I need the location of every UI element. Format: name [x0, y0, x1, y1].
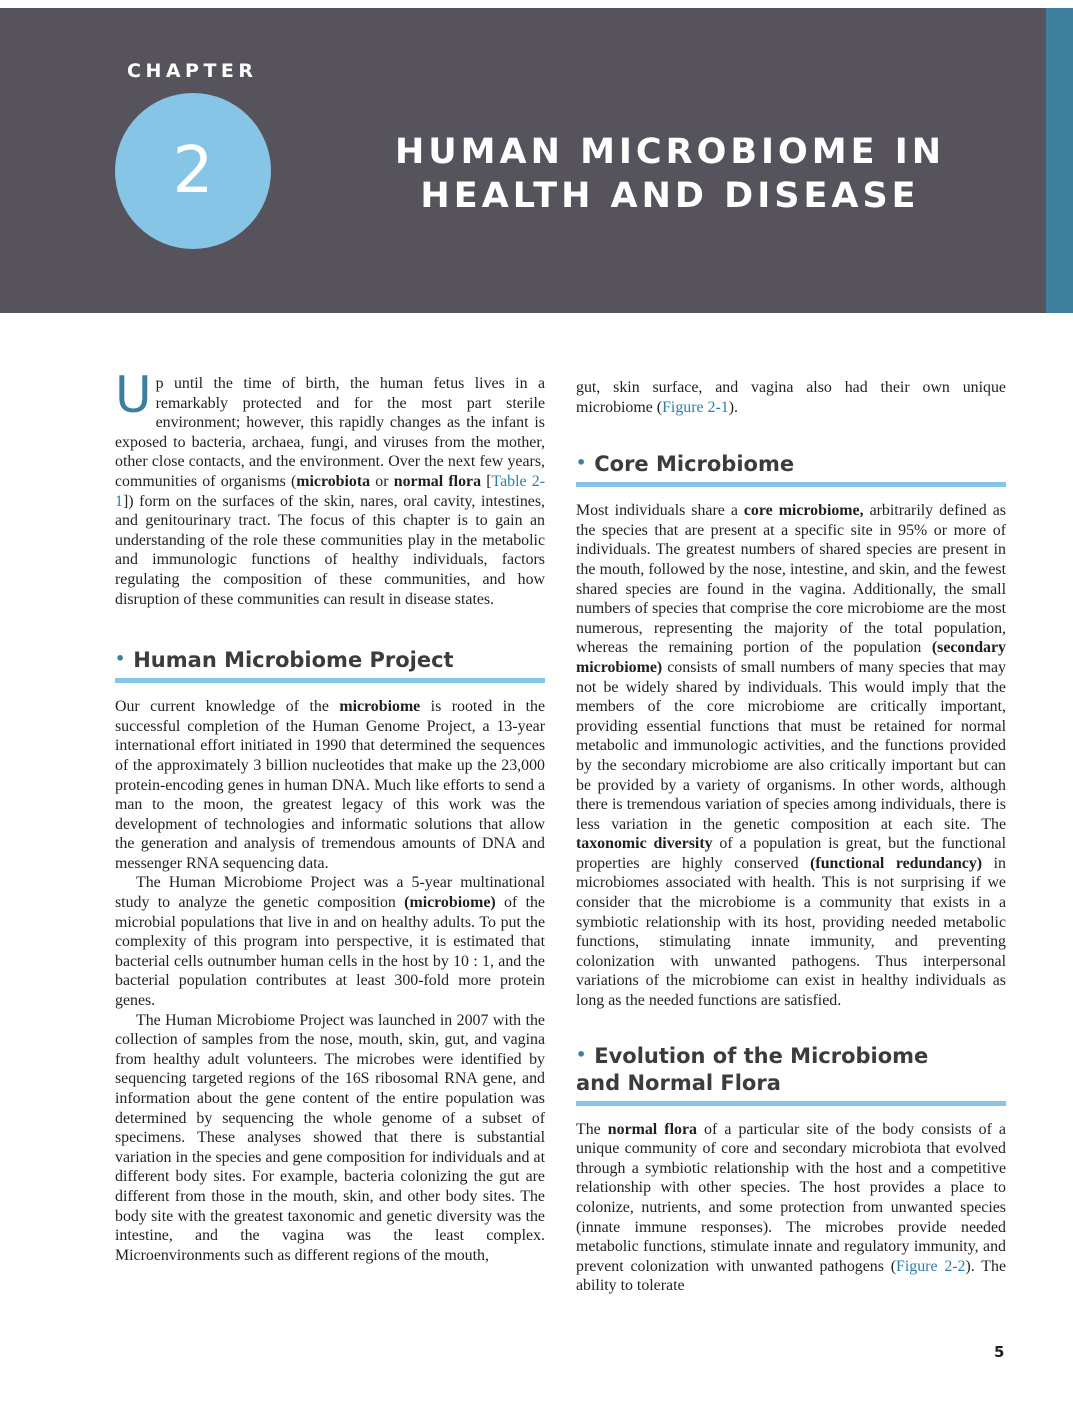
intro-paragraph: Up until the time of birth, the human fetus lives in a remarkably protected and for the most part sterile environment; however, this rapidly changes as the infant is exposed to bacteria, archaea, fungi, and viruses from the mother, other close contacts, and the environment. Over the next few years, communities of organisms (microbiota or normal flora [Table 2-1]) form on the surfaces of the skin, nares, oral cavity, intestines, and genitourinary tract. The focus of this chapter is to gain an understanding of the role these communities play in the metabolic and immunologic functions of healthy individuals, factors regulating the composition of these communities, and how disruption of these communities can result in disease states.	[115, 366, 546, 608]
right-column	[576, 378, 1006, 1296]
bullet-icon: •	[576, 453, 587, 473]
section-title-line2: and Normal Flora	[576, 1070, 781, 1095]
section-heading-hmp	[115, 645, 545, 683]
section-heading-evolution	[576, 1041, 1006, 1106]
chapter-number: 2	[172, 134, 214, 208]
page-number: 5	[994, 1343, 1005, 1361]
evolution-paragraph: The normal flora of a particular site of the body consists of a unique community of core and secondary microbiota that evolved through a symbiotic relationship with the host and a competitive relationship with other species. The host provides a place to colonize, nutrients, and some protection from unwanted species (innate immune responses). The microbes provide needed metabolic functions, stimulate innate and regulatory immunity, and prevent colonization with unwanted pathogens (Figure 2-2). The ability to tolerate	[576, 1120, 1006, 1295]
chapter-label: CHAPTER	[127, 60, 258, 82]
chapter-number-badge	[115, 93, 271, 249]
drop-cap: U	[115, 366, 152, 424]
section-title-line1: Evolution of the Microbiome	[594, 1043, 929, 1068]
header-accent-stripe	[1046, 8, 1073, 313]
section-title: Core Microbiome	[594, 452, 795, 477]
chapter-title-line2: HEALTH AND DISEASE	[420, 176, 920, 216]
hmp-paragraph-1: Our current knowledge of the microbiome is rooted in the successful completion of the Human Genome Project, a 13-year international effort initiated in 1990 that determined the sequences of the approximately 3 billion nucleotides that make up the 23,000 protein-encoding genes in human DNA. Much like efforts to send a man to the moon, the greatest legacy of this work was the development of technologies and informatic solutions that allow the generation and analysis of tremendous amounts of DNA and messenger RNA sequencing data.	[115, 698, 545, 872]
figure-2-2-link[interactable]: Figure 2-2	[896, 1257, 966, 1275]
chapter-header	[0, 8, 1073, 313]
hmp-paragraph-2: The Human Microbiome Project was a 5-year multinational study to analyze the genetic composition (microbiome) of the microbial populations that live in and on healthy adults. To put the complexity of this program into perspective, it is estimated that bacterial cells outnumber human cells in the host by 10 : 1, and the bacterial population contributes at least 300-fold more protein genes.	[115, 874, 545, 1010]
hmp-paragraph-3: The Human Microbiome Project was launched in 2007 with the collection of samples from the nose, mouth, skin, gut, and vagina from healthy adult volunteers. The microbes were identified by sequencing targeted regions of the 16S ribosomal RNA gene, and information about the gene content of the entire population was determined by sequencing the whole genome of a subset of specimens. These analyses showed that there is substantial variation in the species and gene composition for individuals and at different body sites. For example, bacteria colonizing the gut are different from those in the mouth, skin, and other body sites. The body site with the greatest taxonomic and genetic diversity was the intestine, and the vagina was the least complex. Microenvironments such as different regions of the mouth,	[115, 1011, 545, 1264]
core-paragraph: Most individuals share a core microbiome, arbitrarily defined as the species that are present at a specific site in 95% or more of individuals. The greatest numbers of shared species are present in the mouth, followed by the nose, intestine, and skin, and the fewest shared species are found in the vagina. Additionally, the small numbers of species that comprise the core microbiome are the most numerous, representing the majority of the total population, whereas the remaining portion of the population (secondary microbiome) consists of small numbers of many species that may not be widely shared by individuals. This would imply that the members of the core microbiome are critically important, providing essential functions that must be retained for normal metabolic and immunologic activities, and the functions provided by the secondary microbiome are also critically important but can be provided by a variety of organisms. In other words, although there is tremendous variation of species among individuals, there is less variation in the genetic composition at each site. The taxonomic diversity of a population is great, but the functional properties are highly conserved (functional redundancy) in microbiomes associated with health. This is not surprising if we consider that the microbiome is a community that exists in a symbiotic relationship with its host, providing needed metabolic functions, stimulating innate immunity, and preventing colonization with unwanted pathogens. Thus interpersonal variations of the microbiome can exist in healthy individuals as long as the needed functions are satisfied.	[576, 502, 1006, 1010]
figure-2-1-link[interactable]: Figure 2-1	[662, 398, 729, 416]
bullet-icon: •	[576, 1044, 587, 1064]
section-heading-core	[576, 449, 1006, 487]
section-title: Human Microbiome Project	[133, 648, 454, 673]
continued-paragraph: gut, skin surface, and vagina also had their own unique microbiome (Figure 2-1).	[576, 379, 1006, 416]
chapter-title-line1: HUMAN MICROBIOME IN	[394, 132, 946, 172]
table-2-1-link[interactable]: Table 2-1	[115, 472, 546, 510]
bullet-icon: •	[115, 649, 126, 669]
chapter-title	[330, 130, 1010, 218]
left-column	[115, 366, 546, 1265]
